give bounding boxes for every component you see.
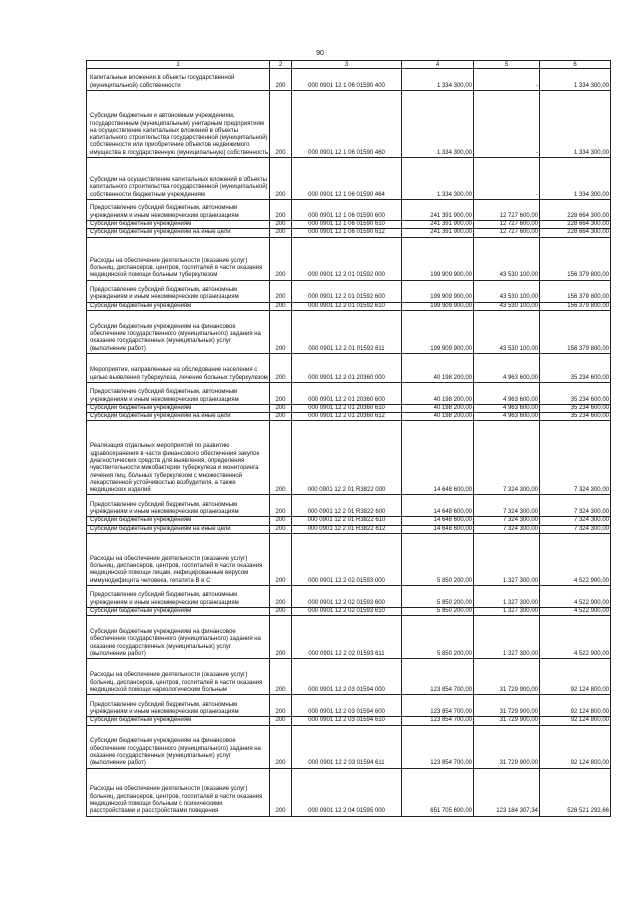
table-row xyxy=(87,768,611,816)
row-name: Субсидии на осуществление капитальных вложений в объекты капитального строительства государственной (муниципальной) собственности бюджетным учреждениям xyxy=(87,158,270,200)
row-approved-amount: 241 391 900,00 xyxy=(402,221,474,229)
row-line-code: 200 xyxy=(270,382,292,404)
row-line-code: 200 xyxy=(270,725,292,768)
row-executed-amount: 31 729 900,00 xyxy=(474,717,540,725)
row-executed-amount: - xyxy=(474,69,540,91)
row-line-code: 200 xyxy=(270,616,292,659)
row-approved-amount: 651 705 600,00 xyxy=(402,768,474,816)
row-approved-amount: 14 648 600,00 xyxy=(402,517,474,525)
row-budget-code: 000 0901 12 2 02 01593 611 xyxy=(292,616,402,659)
row-line-code: 200 xyxy=(270,659,292,695)
page-number: 90 xyxy=(316,50,324,57)
table-row xyxy=(87,717,611,725)
row-executed-amount: 123 184 307,34 xyxy=(474,768,540,816)
row-approved-amount: 123 854 700,00 xyxy=(402,725,474,768)
row-line-code: 200 xyxy=(270,495,292,517)
row-budget-code: 000 0901 12 1 06 01590 600 xyxy=(292,200,402,221)
row-budget-code: 000 0901 12 2 01 R3822 600 xyxy=(292,495,402,517)
row-approved-amount: 40 198 200,00 xyxy=(402,353,474,382)
table-row xyxy=(87,382,611,404)
header-col-3: 3 xyxy=(292,61,402,69)
row-remaining-amount: 35 234 600,00 xyxy=(540,413,611,421)
row-budget-code: 000 0901 12 2 02 01593 610 xyxy=(292,608,402,616)
table-row xyxy=(87,725,611,768)
table-row xyxy=(87,525,611,533)
row-remaining-amount: 35 234 600,00 xyxy=(540,404,611,412)
table-row xyxy=(87,353,611,382)
row-remaining-amount: 4 522 900,00 xyxy=(540,534,611,586)
row-executed-amount: 4 963 600,00 xyxy=(474,413,540,421)
row-budget-code: 000 0901 12 2 01 01592 610 xyxy=(292,302,402,310)
row-approved-amount: 5 850 200,00 xyxy=(402,616,474,659)
table-row xyxy=(87,221,611,229)
row-name: Субсидии бюджетным учреждениям xyxy=(87,221,270,229)
row-approved-amount: 1 334 300,00 xyxy=(402,91,474,158)
row-executed-amount: 31 729 900,00 xyxy=(474,725,540,768)
row-remaining-amount: 92 124 800,00 xyxy=(540,717,611,725)
row-name: Предоставление субсидий бюджетным, автономным учреждениям и иным некоммерческим организациям xyxy=(87,495,270,517)
row-remaining-amount: 156 379 800,00 xyxy=(540,302,611,310)
row-executed-amount: - xyxy=(474,158,540,200)
row-name: Расходы на обеспечение деятельности (оказание услуг) больниц, диспансеров, центров, госпиталей в части оказания медицинской помощи лицам, инфицированным вирусом иммунодефицита человека, гепатита В и С xyxy=(87,534,270,586)
row-budget-code: 000 0901 12 2 04 01595 000 xyxy=(292,768,402,816)
row-remaining-amount: 7 324 300,00 xyxy=(540,517,611,525)
row-budget-code: 000 0901 12 2 01 01592 000 xyxy=(292,237,402,280)
row-approved-amount: 123 854 700,00 xyxy=(402,695,474,717)
table-row xyxy=(87,158,611,200)
row-executed-amount: 7 324 300,00 xyxy=(474,525,540,533)
row-remaining-amount: 35 234 600,00 xyxy=(540,353,611,382)
row-executed-amount: 43 530 100,00 xyxy=(474,280,540,302)
row-line-code: 200 xyxy=(270,695,292,717)
row-line-code: 200 xyxy=(270,200,292,221)
row-name: Капитальные вложения в объекты государственной (муниципальной) собственности xyxy=(87,69,270,91)
row-executed-amount: 7 324 300,00 xyxy=(474,495,540,517)
row-budget-code: 000 0901 12 2 03 01594 611 xyxy=(292,725,402,768)
row-line-code: 200 xyxy=(270,768,292,816)
row-line-code: 200 xyxy=(270,302,292,310)
row-budget-code: 000 0901 12 1 06 01590 400 xyxy=(292,69,402,91)
row-line-code: 200 xyxy=(270,221,292,229)
table-row xyxy=(87,608,611,616)
row-budget-code: 000 0901 12 2 03 01594 610 xyxy=(292,717,402,725)
row-remaining-amount: 4 522 900,00 xyxy=(540,586,611,608)
table-row xyxy=(87,421,611,495)
row-executed-amount: 12 727 600,00 xyxy=(474,221,540,229)
table-row xyxy=(87,237,611,280)
row-name: Предоставление субсидий бюджетным, автономным учреждениям и иным некоммерческим организациям xyxy=(87,200,270,221)
row-line-code: 200 xyxy=(270,280,292,302)
row-name: Предоставление субсидий бюджетным, автономным учреждениям и иным некоммерческим организациям xyxy=(87,586,270,608)
row-budget-code: 000 0901 12 2 01 R3822 000 xyxy=(292,421,402,495)
row-remaining-amount: 1 334 300,00 xyxy=(540,158,611,200)
row-budget-code: 000 0901 12 2 02 01593 600 xyxy=(292,586,402,608)
row-executed-amount: 4 963 600,00 xyxy=(474,353,540,382)
row-remaining-amount: 228 664 300,00 xyxy=(540,200,611,221)
row-line-code: 200 xyxy=(270,608,292,616)
table-row xyxy=(87,310,611,353)
row-approved-amount: 1 334 300,00 xyxy=(402,158,474,200)
row-remaining-amount: 228 664 300,00 xyxy=(540,221,611,229)
row-line-code: 200 xyxy=(270,158,292,200)
row-line-code: 200 xyxy=(270,237,292,280)
row-executed-amount: 1 327 300,00 xyxy=(474,616,540,659)
row-name: Мероприятия, направленные на обследование населения с целью выявления туберкулеза, лечение больных туберкулезом xyxy=(87,353,270,382)
row-line-code: 200 xyxy=(270,91,292,158)
table-row xyxy=(87,69,611,91)
row-executed-amount: 43 530 100,00 xyxy=(474,310,540,353)
row-name: Субсидии бюджетным учреждениям на финансовое обеспечение государственного (муниципального) задания на оказание государственных (муниципальных) услуг (выполнение работ) xyxy=(87,725,270,768)
row-executed-amount: 7 324 300,00 xyxy=(474,517,540,525)
row-executed-amount: 12 727 600,00 xyxy=(474,200,540,221)
row-line-code: 200 xyxy=(270,69,292,91)
row-approved-amount: 123 854 700,00 xyxy=(402,717,474,725)
table-row xyxy=(87,659,611,695)
row-line-code: 200 xyxy=(270,525,292,533)
row-remaining-amount: 156 379 800,00 xyxy=(540,280,611,302)
row-remaining-amount: 7 324 300,00 xyxy=(540,525,611,533)
row-executed-amount: 43 530 100,00 xyxy=(474,302,540,310)
row-budget-code: 000 0901 12 2 01 01592 611 xyxy=(292,310,402,353)
row-budget-code: 000 0901 12 2 03 01594 600 xyxy=(292,695,402,717)
header-row xyxy=(87,61,611,69)
table-body xyxy=(87,69,611,817)
row-line-code: 200 xyxy=(270,404,292,412)
row-budget-code: 000 0901 12 1 06 01590 460 xyxy=(292,91,402,158)
table-row xyxy=(87,534,611,586)
row-remaining-amount: 1 334 300,00 xyxy=(540,69,611,91)
row-name: Предоставление субсидий бюджетным, автономным учреждениям и иным некоммерческим организациям xyxy=(87,382,270,404)
row-remaining-amount: 4 522 900,00 xyxy=(540,608,611,616)
header-col-1: 1 xyxy=(87,61,270,69)
row-name: Субсидии бюджетным учреждениям на иные цели xyxy=(87,413,270,421)
table-row xyxy=(87,616,611,659)
row-budget-code: 000 0901 12 2 03 01594 000 xyxy=(292,659,402,695)
row-approved-amount: 199 909 900,00 xyxy=(402,280,474,302)
row-remaining-amount: 156 379 800,00 xyxy=(540,310,611,353)
row-name: Реализация отдельных мероприятий по развитию здравоохранения в части финансового обеспечения закупок диагностических средств для выявления, определения чувствительности микобактерии туберкулеза и мониторинга лечения лиц, больных туберкулезом с множественной лекарственной устойчивостью возбудителя, а также медицинских изделий xyxy=(87,421,270,495)
row-executed-amount: 7 324 300,00 xyxy=(474,421,540,495)
row-approved-amount: 123 854 700,00 xyxy=(402,659,474,695)
row-approved-amount: 199 909 900,00 xyxy=(402,237,474,280)
row-line-code: 200 xyxy=(270,586,292,608)
row-approved-amount: 5 850 200,00 xyxy=(402,534,474,586)
budget-table xyxy=(86,60,611,817)
row-approved-amount: 40 198 200,00 xyxy=(402,382,474,404)
row-name: Субсидии бюджетным учреждениям xyxy=(87,302,270,310)
row-budget-code: 000 0901 12 2 01 20360 612 xyxy=(292,413,402,421)
row-remaining-amount: 35 234 600,00 xyxy=(540,382,611,404)
table-row xyxy=(87,302,611,310)
row-line-code: 200 xyxy=(270,517,292,525)
table-row xyxy=(87,695,611,717)
row-remaining-amount: 156 379 800,00 xyxy=(540,237,611,280)
row-executed-amount: 4 963 600,00 xyxy=(474,382,540,404)
row-name: Предоставление субсидий бюджетным, автономным учреждениям и иным некоммерческим организациям xyxy=(87,695,270,717)
row-approved-amount: 5 850 200,00 xyxy=(402,608,474,616)
header-col-5: 5 xyxy=(474,61,540,69)
row-executed-amount: 4 963 600,00 xyxy=(474,404,540,412)
row-approved-amount: 14 648 600,00 xyxy=(402,525,474,533)
row-name: Субсидии бюджетным учреждениям xyxy=(87,517,270,525)
row-budget-code: 000 0901 12 2 01 R3822 610 xyxy=(292,517,402,525)
row-name: Субсидии бюджетным и автономным учреждениям, государственным (муниципальным) унитарным предприятиям на осуществление капитальных вложений в объекты капитального строительства государственной (муниципальной) собственности или приобретение объектов недвижимого имущества в государственную (муниципальную) собственность xyxy=(87,91,270,158)
row-name: Расходы на обеспечение деятельности (оказание услуг) больниц, диспансеров, центров, госпиталей в части оказания медицинской помощи больным с психическими расстройствами и расстройствами поведения xyxy=(87,768,270,816)
table-row xyxy=(87,229,611,237)
row-approved-amount: 241 391 900,00 xyxy=(402,200,474,221)
row-line-code: 200 xyxy=(270,310,292,353)
row-name: Расходы на обеспечение деятельности (оказание услуг) больниц, диспансеров, центров, госпиталей в части оказания медицинской помощи наркологическим больным xyxy=(87,659,270,695)
row-budget-code: 000 0901 12 2 01 20360 600 xyxy=(292,382,402,404)
table-row xyxy=(87,495,611,517)
row-executed-amount: 43 530 100,00 xyxy=(474,237,540,280)
row-remaining-amount: 528 521 292,66 xyxy=(540,768,611,816)
row-executed-amount: 31 729 900,00 xyxy=(474,659,540,695)
row-executed-amount: 1 327 300,00 xyxy=(474,586,540,608)
row-name: Субсидии бюджетным учреждениям на иные цели xyxy=(87,229,270,237)
row-approved-amount: 14 648 600,00 xyxy=(402,495,474,517)
row-line-code: 200 xyxy=(270,413,292,421)
row-budget-code: 000 0901 12 1 06 01590 612 xyxy=(292,229,402,237)
row-name: Расходы на обеспечение деятельности (оказание услуг) больниц, диспансеров, центров, госпиталей в части оказания медицинской помощи больным туберкулезом xyxy=(87,237,270,280)
row-remaining-amount: 92 124 800,00 xyxy=(540,659,611,695)
row-budget-code: 000 0901 12 2 01 01592 600 xyxy=(292,280,402,302)
row-remaining-amount: 92 124 800,00 xyxy=(540,725,611,768)
table-row xyxy=(87,200,611,221)
row-remaining-amount: 92 124 800,00 xyxy=(540,695,611,717)
table-row xyxy=(87,517,611,525)
row-name: Предоставление субсидий бюджетным, автономным учреждениям и иным некоммерческим организациям xyxy=(87,280,270,302)
row-budget-code: 000 0901 12 2 01 R3822 612 xyxy=(292,525,402,533)
row-executed-amount: 1 327 300,00 xyxy=(474,534,540,586)
row-approved-amount: 40 198 200,00 xyxy=(402,413,474,421)
row-approved-amount: 199 909 900,00 xyxy=(402,302,474,310)
row-executed-amount: 31 729 900,00 xyxy=(474,695,540,717)
row-remaining-amount: 7 324 300,00 xyxy=(540,495,611,517)
row-budget-code: 000 0901 12 2 01 20360 610 xyxy=(292,404,402,412)
header-col-4: 4 xyxy=(402,61,474,69)
row-name: Субсидии бюджетным учреждениям xyxy=(87,717,270,725)
row-line-code: 200 xyxy=(270,229,292,237)
row-approved-amount: 199 909 900,00 xyxy=(402,310,474,353)
row-line-code: 200 xyxy=(270,421,292,495)
header-col-2: 2 xyxy=(270,61,292,69)
table-row xyxy=(87,404,611,412)
row-name: Субсидии бюджетным учреждениям xyxy=(87,404,270,412)
row-budget-code: 000 0901 12 2 01 20360 000 xyxy=(292,353,402,382)
table-row xyxy=(87,413,611,421)
header-col-6: 6 xyxy=(540,61,611,69)
row-line-code: 200 xyxy=(270,353,292,382)
row-budget-code: 000 0901 12 1 06 01590 464 xyxy=(292,158,402,200)
row-executed-amount: - xyxy=(474,91,540,158)
row-remaining-amount: 228 664 300,00 xyxy=(540,229,611,237)
row-approved-amount: 1 334 300,00 xyxy=(402,69,474,91)
row-approved-amount: 5 850 200,00 xyxy=(402,586,474,608)
table-row xyxy=(87,586,611,608)
row-remaining-amount: 4 522 900,00 xyxy=(540,616,611,659)
row-approved-amount: 40 198 200,00 xyxy=(402,404,474,412)
row-budget-code: 000 0901 12 1 06 01590 610 xyxy=(292,221,402,229)
table-row xyxy=(87,91,611,158)
row-executed-amount: 12 727 600,00 xyxy=(474,229,540,237)
row-line-code: 200 xyxy=(270,717,292,725)
row-line-code: 200 xyxy=(270,534,292,586)
row-remaining-amount: 7 324 300,00 xyxy=(540,421,611,495)
row-name: Субсидии бюджетным учреждениям xyxy=(87,608,270,616)
row-approved-amount: 241 391 900,00 xyxy=(402,229,474,237)
row-approved-amount: 14 648 600,00 xyxy=(402,421,474,495)
row-name: Субсидии бюджетным учреждениям на финансовое обеспечение государственного (муниципального) задания на оказание государственных (муниципальных) услуг (выполнение работ) xyxy=(87,616,270,659)
row-name: Субсидии бюджетным учреждениям на финансовое обеспечение государственного (муниципального) задания на оказание государственных (муниципальных) услуг (выполнение работ) xyxy=(87,310,270,353)
row-budget-code: 000 0901 12 2 02 01593 000 xyxy=(292,534,402,586)
row-executed-amount: 1 327 300,00 xyxy=(474,608,540,616)
row-remaining-amount: 1 334 300,00 xyxy=(540,91,611,158)
table-row xyxy=(87,280,611,302)
row-name: Субсидии бюджетным учреждениям на иные цели xyxy=(87,525,270,533)
